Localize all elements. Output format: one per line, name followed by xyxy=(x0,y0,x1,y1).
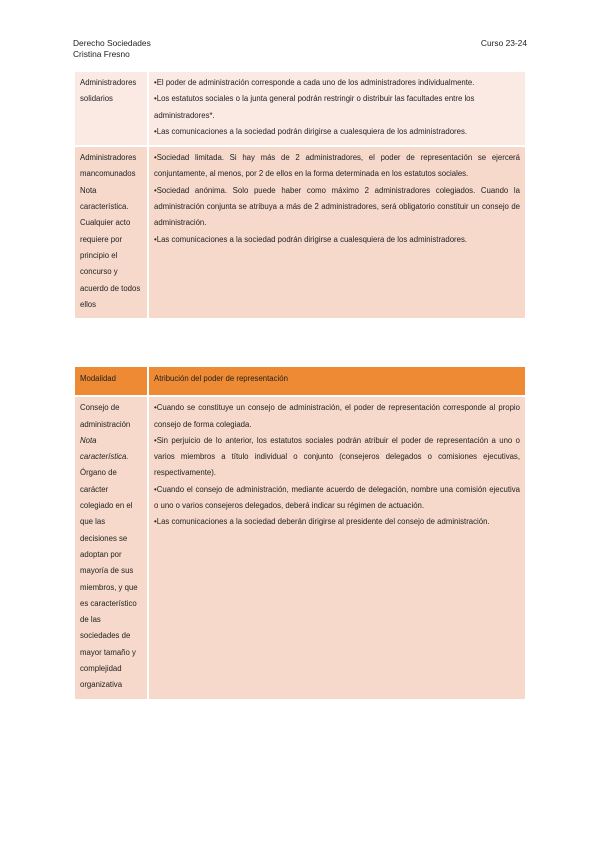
bullet-line: •Los estatutos sociales o la junta general podrán restringir o distribuir las facultades entre los administradores*. xyxy=(154,94,475,120)
bullet-line: •Sociedad limitada. Si hay más de 2 administradores, el poder de representación se ejercerá conjuntamente, al menos, por 2 de ellos en la forma determinada en los estatutos sociales. xyxy=(154,153,520,179)
author-name: Cristina Fresno xyxy=(73,49,130,59)
modality-label: Administradores mancomunados xyxy=(80,153,137,179)
table-header-row xyxy=(75,367,525,395)
table-consejo xyxy=(73,365,527,701)
bullet-line: •El poder de administración corresponde a cada uno de los administradores individualmente. xyxy=(154,78,475,87)
modality-cell xyxy=(75,147,147,318)
modality-cell xyxy=(75,72,147,145)
table-administradores xyxy=(73,70,527,320)
table-row xyxy=(75,147,525,318)
page-header-left xyxy=(73,38,151,60)
bullet-line: •Las comunicaciones a la sociedad deberán dirigirse al presidente del consejo de administración. xyxy=(154,517,490,527)
bullet-line: •Sociedad anónima. Solo puede haber como máximo 2 administradores colegiados. Cuando la administración conjunta se atribuya a más de 2 administradores, será obligatorio constituir un consejo de administración. xyxy=(154,185,520,228)
description-cell xyxy=(149,397,525,698)
note-label: Nota característica. xyxy=(80,435,129,462)
column-header-modalidad: Modalidad xyxy=(75,367,147,395)
note-text: Cualquier acto requiere por principio el concurso y acuerdo de todos ellos xyxy=(80,218,141,309)
course-title: Derecho Sociedades xyxy=(73,38,151,48)
bullet-line: •Cuando se constituye un consejo de administración, el poder de representación corresponde al propio consejo de forma colegiada. xyxy=(154,403,520,429)
bullet-line: •Las comunicaciones a la sociedad podrán dirigirse a cualesquiera de los administradores. xyxy=(154,126,468,136)
bullet-line: •Cuando el consejo de administración, mediante acuerdo de delegación, nombre una comisión ejecutiva o uno o varios consejeros delegados, deberá indicar su régimen de actuación. xyxy=(154,484,520,511)
note-label: Nota característica. xyxy=(80,185,129,212)
column-header-atribucion: Atribución del poder de representación xyxy=(149,367,525,395)
bullet-line: •Sin perjuicio de lo anterior, los estatutos sociales podrán atribuir el poder de representación a uno o varios miembros a título individual o conjunto (consejeros delegados o comisiones ejecutivas, respectivamente). xyxy=(154,435,520,478)
modality-label: Consejo de administración xyxy=(80,403,131,429)
modality-label: Administradores solidarios xyxy=(80,78,137,104)
description-cell xyxy=(149,147,525,318)
course-year: Curso 23-24 xyxy=(480,38,527,48)
bullet-line: •Las comunicaciones a la sociedad podrán dirigirse a cualesquiera de los administradores. xyxy=(154,234,468,244)
description-cell xyxy=(149,72,525,145)
note-text: Órgano de carácter colegiado en el que las decisiones se adoptan por mayoría de sus miembros, y que es característico de las sociedades de mayor tamaño y complejidad organizativa xyxy=(80,468,138,690)
modality-cell xyxy=(75,397,147,698)
table-row xyxy=(75,72,525,145)
table-row xyxy=(75,397,525,698)
